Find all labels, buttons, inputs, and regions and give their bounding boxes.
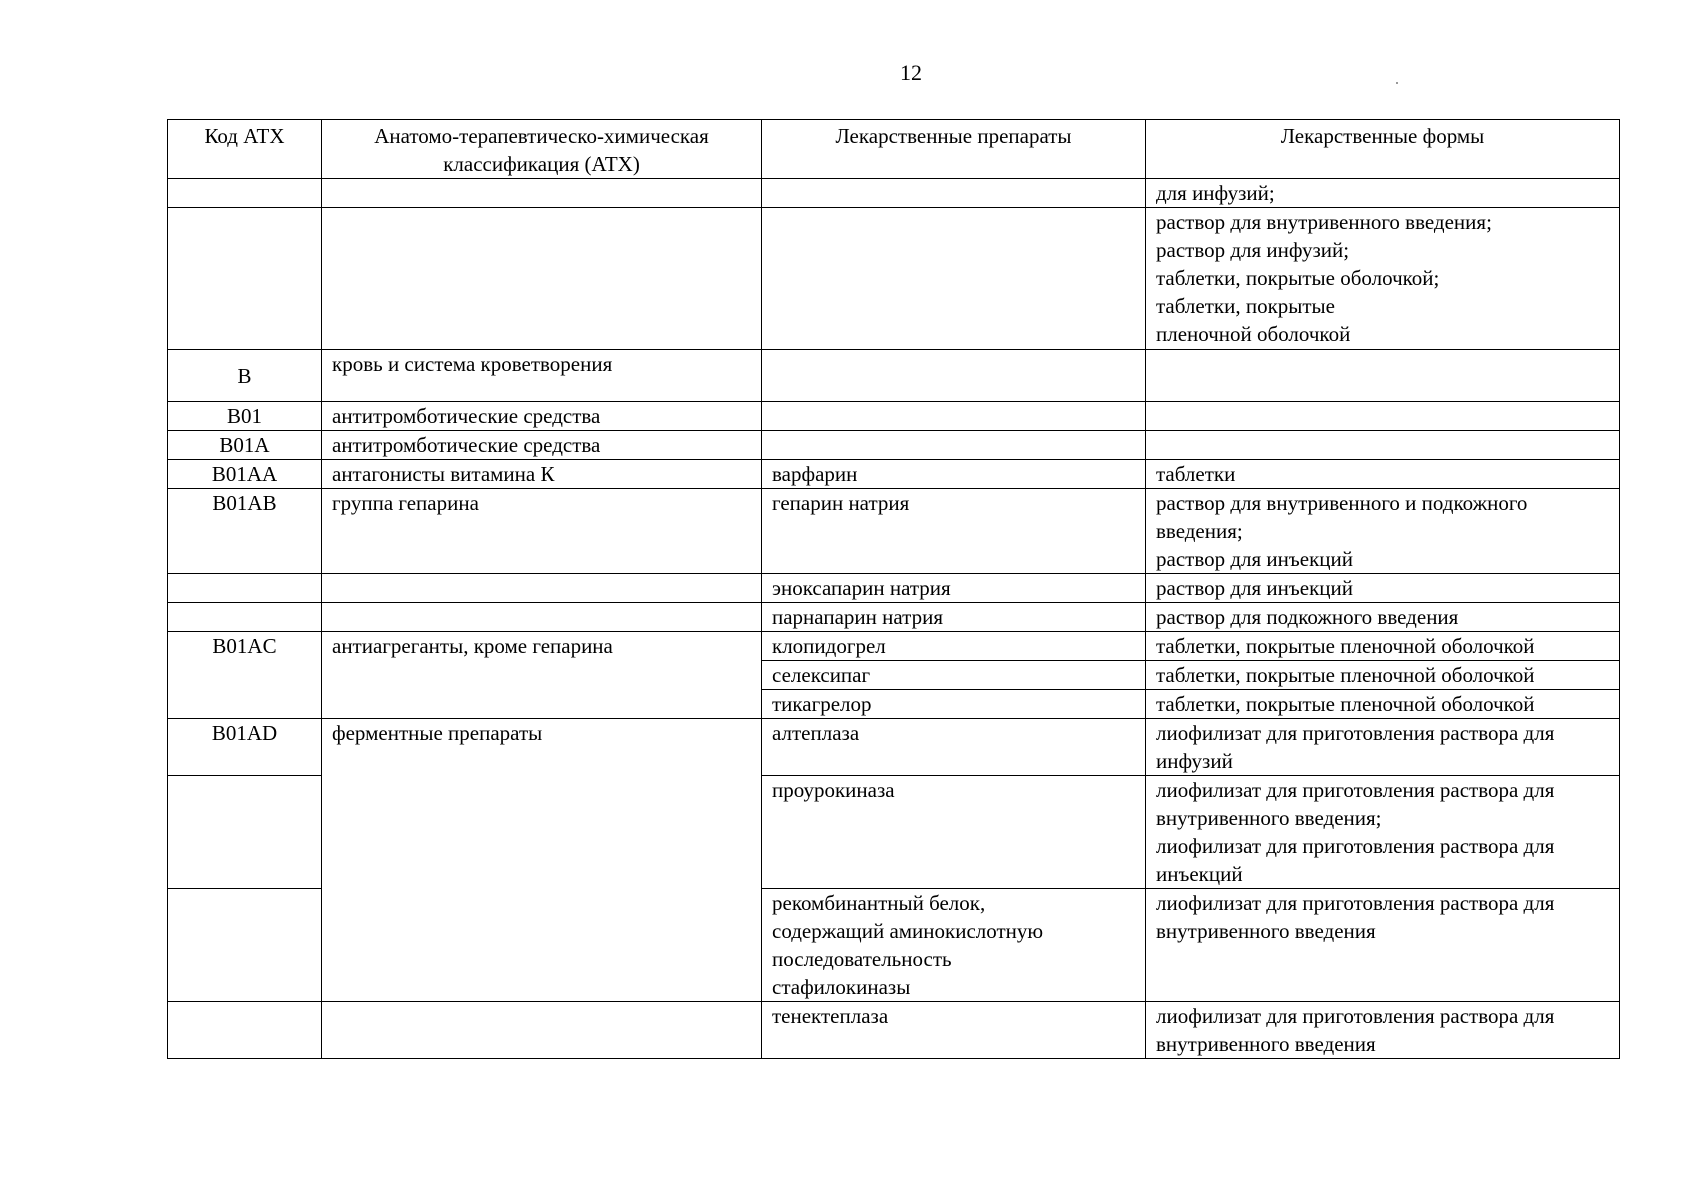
cell-forms: таблетки, покрытые пленочной оболочкой bbox=[1146, 632, 1620, 661]
table-row bbox=[168, 402, 1620, 431]
cell-code bbox=[168, 574, 322, 603]
cell-code: B01AB bbox=[168, 489, 322, 574]
atx-table bbox=[167, 119, 1620, 1059]
header-drugs: Лекарственные препараты bbox=[762, 120, 1146, 179]
cell-drug: парнапарин натрия bbox=[762, 603, 1146, 632]
cell-drug: рекомбинантный белок, содержащий аминокислотную последовательность стафилокиназы bbox=[762, 889, 1146, 1002]
cell-classification: антитромботические средства bbox=[322, 402, 762, 431]
table-row bbox=[168, 431, 1620, 460]
header-classification: Анатомо-терапевтическо-химическая классификация (АТХ) bbox=[322, 120, 762, 179]
cell-drug: селексипаг bbox=[762, 661, 1146, 690]
header-forms: Лекарственные формы bbox=[1146, 120, 1620, 179]
table-row bbox=[168, 632, 1620, 661]
cell-drug: клопидогрел bbox=[762, 632, 1146, 661]
cell-classification bbox=[322, 179, 762, 208]
table-row bbox=[168, 574, 1620, 603]
cell-drug: тенектеплаза bbox=[762, 1002, 1146, 1059]
cell-drug: тикагрелор bbox=[762, 690, 1146, 719]
cell-forms: раствор для подкожного введения bbox=[1146, 603, 1620, 632]
cell-forms: раствор для внутривенного и подкожного введения; раствор для инъекций bbox=[1146, 489, 1620, 574]
cell-code: B01 bbox=[168, 402, 322, 431]
table-header-row bbox=[168, 120, 1620, 179]
cell-forms bbox=[1146, 350, 1620, 402]
cell-classification: антиагреганты, кроме гепарина bbox=[322, 632, 762, 719]
cell-drug: гепарин натрия bbox=[762, 489, 1146, 574]
cell-forms: лиофилизат для приготовления раствора для внутривенного введения bbox=[1146, 889, 1620, 1002]
cell-forms: для инфузий; bbox=[1146, 179, 1620, 208]
cell-forms: лиофилизат для приготовления раствора для инфузий bbox=[1146, 719, 1620, 776]
scan-speck bbox=[1396, 82, 1398, 84]
cell-forms: таблетки, покрытые пленочной оболочкой bbox=[1146, 661, 1620, 690]
table-row bbox=[168, 489, 1620, 574]
cell-drug bbox=[762, 350, 1146, 402]
cell-classification: антагонисты витамина К bbox=[322, 460, 762, 489]
cell-code bbox=[168, 889, 322, 1002]
cell-forms: лиофилизат для приготовления раствора для внутривенного введения bbox=[1146, 1002, 1620, 1059]
cell-drug: эноксапарин натрия bbox=[762, 574, 1146, 603]
cell-forms bbox=[1146, 431, 1620, 460]
cell-code: B01AD bbox=[168, 719, 322, 776]
cell-drug: алтеплаза bbox=[762, 719, 1146, 776]
cell-classification bbox=[322, 208, 762, 350]
cell-classification bbox=[322, 603, 762, 632]
cell-classification: ферментные препараты bbox=[322, 719, 762, 1002]
cell-code bbox=[168, 1002, 322, 1059]
cell-drug bbox=[762, 402, 1146, 431]
cell-code bbox=[168, 208, 322, 350]
cell-code: B01AC bbox=[168, 632, 322, 719]
cell-forms: раствор для инъекций bbox=[1146, 574, 1620, 603]
cell-drug bbox=[762, 208, 1146, 350]
table-row bbox=[168, 179, 1620, 208]
page-number: 12 bbox=[900, 60, 922, 85]
table-row bbox=[168, 460, 1620, 489]
cell-drug bbox=[762, 431, 1146, 460]
cell-code bbox=[168, 603, 322, 632]
cell-forms: раствор для внутривенного введения; раствор для инфузий; таблетки, покрытые оболочкой; таблетки, покрытые пленочной оболочкой bbox=[1146, 208, 1620, 350]
table-row bbox=[168, 208, 1620, 350]
cell-code bbox=[168, 179, 322, 208]
cell-forms bbox=[1146, 402, 1620, 431]
cell-code: B01AA bbox=[168, 460, 322, 489]
cell-classification: антитромботические средства bbox=[322, 431, 762, 460]
table-row bbox=[168, 350, 1620, 402]
cell-classification bbox=[322, 1002, 762, 1059]
table-row bbox=[168, 603, 1620, 632]
cell-forms: таблетки bbox=[1146, 460, 1620, 489]
cell-drug: варфарин bbox=[762, 460, 1146, 489]
cell-code: B bbox=[168, 350, 322, 402]
cell-classification: кровь и система кроветворения bbox=[322, 350, 762, 402]
table-row bbox=[168, 719, 1620, 776]
cell-drug: проурокиназа bbox=[762, 776, 1146, 889]
cell-drug bbox=[762, 179, 1146, 208]
cell-classification: группа гепарина bbox=[322, 489, 762, 574]
cell-classification bbox=[322, 574, 762, 603]
cell-code: B01A bbox=[168, 431, 322, 460]
cell-forms: таблетки, покрытые пленочной оболочкой bbox=[1146, 690, 1620, 719]
header-code: Код АТХ bbox=[168, 120, 322, 179]
cell-forms: лиофилизат для приготовления раствора для внутривенного введения; лиофилизат для приготовления раствора для инъекций bbox=[1146, 776, 1620, 889]
cell-code bbox=[168, 776, 322, 889]
table-row bbox=[168, 1002, 1620, 1059]
